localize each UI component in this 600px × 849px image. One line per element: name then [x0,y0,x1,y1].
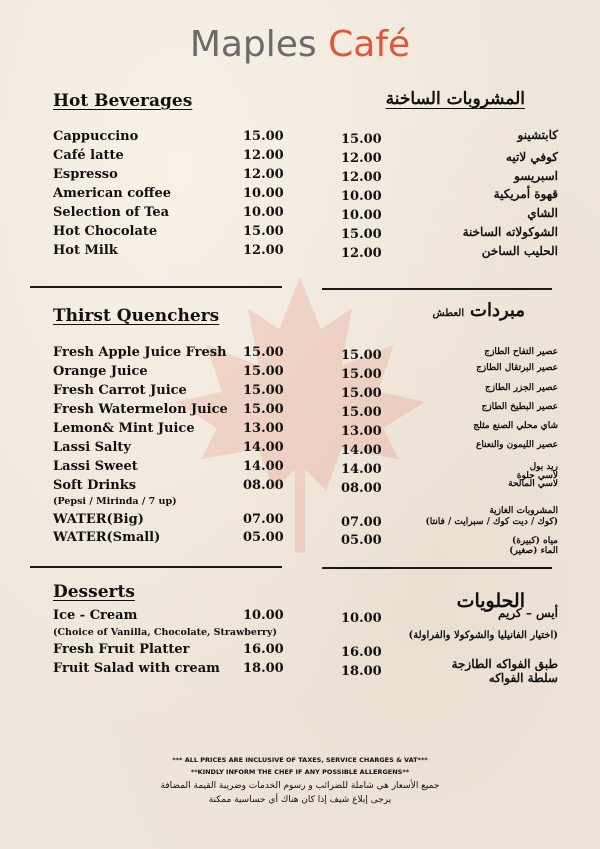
section-title-thirst-ar-big: مبردات [470,300,525,321]
thirst-item-price-ar-column: 15.00 [341,386,382,401]
thirst-item-name: Lemon& Mint Juice [53,421,195,436]
thirst-row [0,402,600,420]
thirst-item-price: 15.00 [243,402,284,417]
thirst-item-name: Soft Drinks [53,478,137,493]
thirst-row [0,478,600,496]
hot-item-name: Café latte [53,148,124,163]
dessert-item-name-ar: طبق الفواكه الطازجة [451,657,558,671]
thirst-item-price: 07.00 [243,512,284,527]
section-title-hot-beverages-ar: المشروبات الساخنة [385,89,525,109]
hot-item-name: Espresso [53,167,118,182]
thirst-item-price-ar-column: 15.00 [341,367,382,382]
divider-left-1 [30,286,282,288]
divider-right-1 [322,288,552,290]
thirst-row [0,383,600,401]
hot-item-name-ar: اسبريسو [514,169,558,183]
hot-item-price-ar-column: 15.00 [341,227,382,242]
thirst-item-name-ar: المشروبات الغازية [489,506,558,516]
dessert-item-name: Fruit Salad with cream [53,661,220,676]
dessert-item-name-ar: أيس – كريم [498,606,558,620]
thirst-item-price-ar-column: 15.00 [341,348,382,363]
dessert-item-name: Fresh Fruit Platter [53,642,190,657]
hot-item-name-ar: الشاي [527,206,558,220]
hot-row [0,224,600,242]
thirst-item-name: Fresh Watermelon Juice [53,402,228,417]
hot-item-price-ar-column: 15.00 [341,132,382,147]
title-maples: Maples [189,24,317,65]
soft-drinks-note-ar: (كوك / ديت كوك / سبرايت / فانتا) [425,517,558,527]
thirst-item-price-ar-column: 14.00 [341,462,382,477]
hot-row [0,186,600,204]
thirst-item-name-ar: عصير الجزر الطازج [484,383,558,393]
hot-item-price: 10.00 [243,186,284,201]
section-title-thirst-ar-small: العطش [432,308,465,319]
dessert-row [0,661,600,685]
dessert-item-price: 10.00 [243,608,284,623]
dessert-item-price-ar-column: 16.00 [341,645,382,660]
thirst-item-price-ar-column: 13.00 [341,424,382,439]
thirst-item-name: Fresh Apple Juice Fresh [53,345,227,360]
footer-prices-note-ar: جميع الأسعار هي شاملة للضرائب و رسوم الخدمات وضريبة القيمة المضافة [160,781,440,791]
page-title [0,24,600,65]
thirst-item-price: 15.00 [243,383,284,398]
hot-item-price-ar-column: 12.00 [341,170,382,185]
thirst-item-name-ar: ريد بول [529,462,558,472]
dessert-item-price: 16.00 [243,642,284,657]
hot-item-name: Hot Milk [53,243,118,258]
lassi-sweet-ar: لاسي حلوة [516,471,558,481]
thirst-item-name: Lassi Sweet [53,459,138,474]
hot-item-price-ar-column: 10.00 [341,189,382,204]
thirst-item-price: 13.00 [243,421,284,436]
thirst-item-name-ar: عصير البرتقال الطازج [476,363,558,373]
thirst-item-name: Fresh Carrot Juice [53,383,187,398]
ice-cream-note: (Choice of Vanilla, Chocolate, Strawberry) [53,627,277,638]
hot-item-name: Cappuccino [53,129,139,144]
footer-allergens-note: **KINDLY INFORM THE CHEF IF ANY POSSIBLE ALLERGENS** [190,768,410,776]
hot-item-name-ar: الشوكولاته الساخنة [462,225,558,239]
hot-item-price: 12.00 [243,148,284,163]
thirst-row [0,421,600,439]
thirst-item-price-ar-column: 07.00 [341,515,382,530]
thirst-item-price: 14.00 [243,459,284,474]
thirst-item-name-ar: عصير التفاح الطازج [484,347,558,357]
dessert-row [0,608,600,626]
divider-left-2 [30,566,282,568]
hot-item-price: 15.00 [243,129,284,144]
thirst-item-name: Orange Juice [53,364,148,379]
thirst-item-price: 15.00 [243,345,284,360]
title-cafe: Café [328,24,411,65]
section-title-desserts-ar: الحلويات [456,590,525,612]
hot-row [0,167,600,185]
thirst-item-name-ar: لاسي المالحة [508,479,558,489]
dessert-item-price-ar-column: 18.00 [341,664,382,679]
dessert-item-name-ar: سلطة الفواكه [488,671,558,685]
thirst-item-price-ar-column: 05.00 [341,533,382,548]
dessert-item-price: 18.00 [243,661,284,676]
thirst-row [0,440,600,458]
hot-item-price-ar-column: 12.00 [341,246,382,261]
hot-row [0,129,600,147]
section-title-thirst-quenchers: Thirst Quenchers [53,306,220,326]
hot-row [0,205,600,223]
section-title-desserts: Desserts [53,582,135,602]
thirst-item-price: 15.00 [243,364,284,379]
hot-row [0,148,600,166]
hot-item-name: Hot Chocolate [53,224,158,239]
ice-cream-note-ar: (اختيار الفانيليا والشوكولا والفراولة) [408,630,558,641]
hot-item-price-ar-column: 12.00 [341,151,382,166]
hot-item-price-ar-column: 10.00 [341,208,382,223]
divider-right-2 [322,567,552,569]
hot-item-price: 12.00 [243,243,284,258]
hot-row [0,243,600,261]
hot-item-price: 10.00 [243,205,284,220]
hot-item-name-ar: كوفي لاتيه [505,150,558,164]
thirst-row [0,345,600,363]
thirst-row [0,364,600,382]
soft-drinks-note: (Pepsi / Mirinda / 7 up) [53,496,177,507]
hot-item-price: 15.00 [243,224,284,239]
thirst-item-name: Lassi Salty [53,440,131,455]
hot-item-name-ar: قهوة أمريكية [493,187,558,201]
hot-item-name: Selection of Tea [53,205,170,220]
thirst-item-price-ar-column: 08.00 [341,481,382,496]
thirst-item-price-ar-column: 15.00 [341,405,382,420]
hot-item-name: American coffee [53,186,172,201]
dessert-item-price-ar-column: 10.00 [341,611,382,626]
section-title-hot-beverages: Hot Beverages [53,91,193,111]
thirst-item-price-ar-column: 14.00 [341,443,382,458]
hot-item-price: 12.00 [243,167,284,182]
thirst-item-price: 05.00 [243,530,284,545]
small-water-ar: الماء (صغير) [509,546,558,556]
thirst-item-name: WATER(Small) [53,530,161,545]
thirst-item-price: 08.00 [243,478,284,493]
hot-item-name-ar: كابتشينو [517,128,558,142]
thirst-item-price: 14.00 [243,440,284,455]
thirst-item-name-ar: مياه (كبيرة) [511,536,558,546]
footer-allergens-note-ar: يرجى إبلاغ شيف إذا كان هناك أي حساسية ممكنة [208,795,392,805]
thirst-row [0,459,600,477]
thirst-item-name-ar: عصير الليمون والنعناع [476,440,558,450]
hot-item-name-ar: الحليب الساخن [481,244,558,258]
thirst-item-name-ar: شاي محلي الصنع مثلج [473,421,558,431]
dessert-item-name: Ice - Cream [53,608,138,623]
thirst-item-name-ar: عصير البطيخ الطازج [481,402,558,412]
thirst-item-name: WATER(Big) [53,512,144,527]
footer-prices-note: *** ALL PRICES ARE INCLUSIVE OF TAXES, SERVICE CHARGES & VAT*** [172,756,428,764]
section-title-thirst-quenchers-ar [433,300,526,321]
